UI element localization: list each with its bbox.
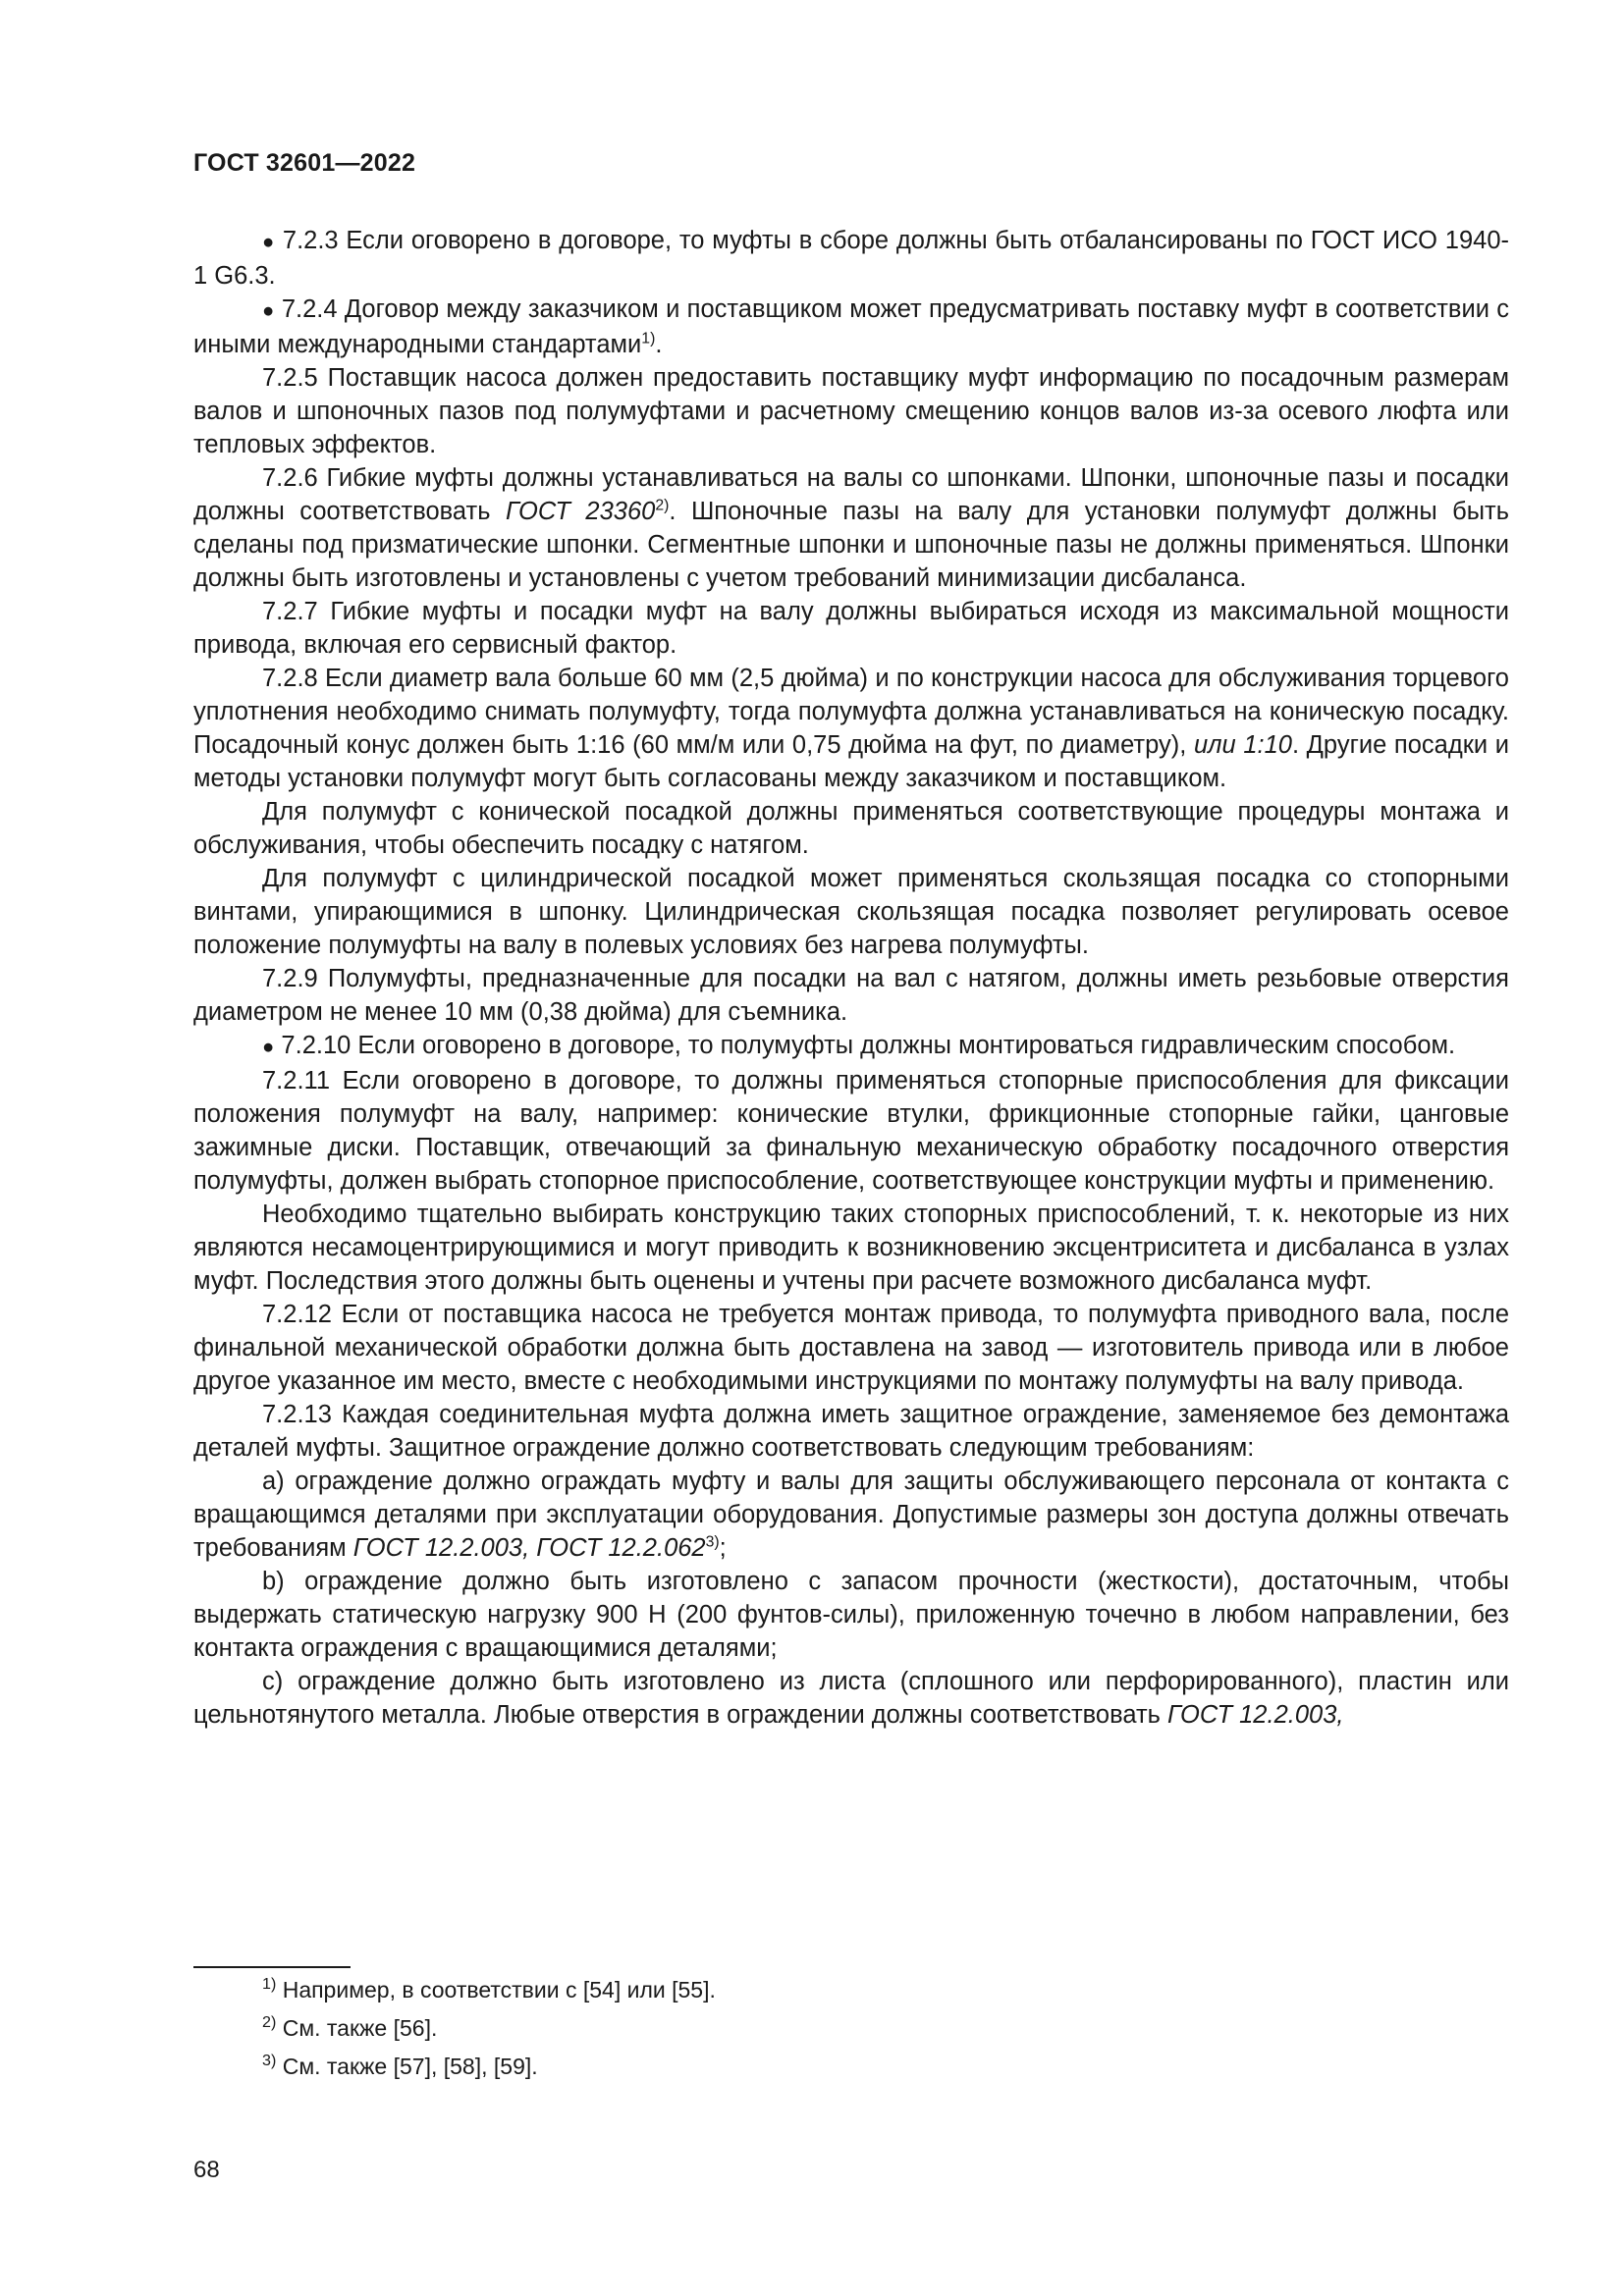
clause-7-2-10: ● 7.2.10 Если оговорено в договоре, то полумуфты должны монтироваться гидравлическим способом. <box>262 1032 1456 1059</box>
standard-ref: ГОСТ 12.2.003, ГОСТ 12.2.062 <box>352 1534 706 1562</box>
clause-7-2-5: 7.2.5 Поставщик насоса должен предоставить поставщику муфт информацию по посадочным размерам валов и шпоночных пазов под полумуфтами и расчетному смещению концов валов из-за осевого люфта или тепловых эффектов. <box>193 364 1509 458</box>
bullet-icon: ● <box>262 1037 275 1058</box>
paragraph-locking-devices: Необходимо тщательно выбирать конструкцию таких стопорных приспособлений, т. к. некоторые из них являются несамоцентрирующимися и могут приводить к возникновению эксцентриситета и дисбаланса в узлах муфт. Последствия этого должны быть оценены и учтены при расчете возможного дисбаланса муфт. <box>193 1201 1509 1295</box>
page-number: 68 <box>193 2157 220 2183</box>
clause-7-2-6: 7.2.6 Гибкие муфты должны устанавливаться на валы со шпонками. Шпонки, шпоночные пазы и посадки должны соответствовать ГОСТ 23360$^{2)}$. Шпоночные пазы на валу для установки полумуфт должны быть сделаны под призматические шпонки. Сегментные шпонки и шпоночные пазы не должны применяться. Шпонки должны быть изготовлены и установлены с учетом требований минимизации дисбаланса. <box>193 464 1510 592</box>
clause-7-2-3: ● 7.2.3 Если оговорено в договоре, то муфты в сборе должны быть отбалансированы по ГОСТ ИСО 1940-1 G6.3. <box>193 227 1509 290</box>
footnote-divider <box>193 1966 351 1968</box>
footnote-ref-1[interactable]: 1) <box>641 330 656 347</box>
bullet-icon: ● <box>262 300 275 322</box>
footnote-2: $^{2)}$ См. также [56]. <box>262 2013 438 2041</box>
bullet-icon: ● <box>262 232 276 253</box>
clause-7-2-7: 7.2.7 Гибкие муфты и посадки муфт на валу должны выбираться исходя из максимальной мощности привода, включая его сервисный фактор. <box>193 598 1509 659</box>
clause-7-2-4: ● 7.2.4 Договор между заказчиком и поставщиком может предусматривать поставку муфт в соответствии с иными международными стандартами$^{1)}$. <box>193 295 1509 358</box>
body-text <box>193 224 1509 1732</box>
standard-ref: ГОСТ 23360 <box>505 498 656 525</box>
list-item-c: c) ограждение должно быть изготовлено из листа (сплошного или перфорированного), пластин или цельнотянутого металла. Любые отверстия в ограждении должны соответствовать ГОСТ 12.2.003, <box>193 1668 1509 1729</box>
clause-7-2-11: 7.2.11 Если оговорено в договоре, то должны применяться стопорные приспособления для фиксации положения полумуфт на валу, например: конические втулки, фрикционные стопорные гайки, цанговые зажимные диски. Поставщик, отвечающий за финальную механическую обработку посадочного отверстия полумуфты, должен выбрать стопорное приспособление, соответствующее конструкции муфты и применению. <box>193 1067 1509 1195</box>
paragraph-cylindrical-fit: Для полумуфт с цилиндрической посадкой может применяться скользящая посадка со стопорными винтами, упирающимися в шпонку. Цилиндрическая скользящая посадка позволяет регулировать осевое положение полумуфты на валу в полевых условиях без нагрева полумуфты. <box>193 865 1509 959</box>
page-header: ГОСТ 32601—2022 <box>193 149 416 177</box>
clause-7-2-8: 7.2.8 Если диаметр вала больше 60 мм (2,5 дюйма) и по конструкции насоса для обслуживания торцевого уплотнения необходимо снимать полумуфту, тогда полумуфта должна устанавливаться на коническую посадку. Посадочный конус должен быть 1:16 (60 мм/м или 0,75 дюйма на фут, по диаметру), или 1:10. Другие посадки и методы установки полумуфт могут быть согласованы между заказчиком и поставщиком. <box>193 665 1509 792</box>
list-item-a: a) ограждение должно ограждать муфту и валы для защиты обслуживающего персонала от контакта с вращающимся деталями при эксплуатации оборудования. Допустимые размеры зон доступа должны отвечать требованиям ГОСТ 12.2.003, ГОСТ 12.2.062$^{3)}$; <box>193 1468 1509 1562</box>
footnote-1: $^{1)}$ Например, в соответствии с [54] или [55]. <box>262 1975 716 2002</box>
footnote-3: $^{3)}$ См. также [57], [58], [59]. <box>262 2052 538 2079</box>
clause-7-2-13: 7.2.13 Каждая соединительная муфта должна иметь защитное ограждение, заменяемое без демонтажа деталей муфты. Защитное ограждение должно соответствовать следующим требованиям: <box>193 1401 1509 1462</box>
clause-7-2-12: 7.2.12 Если от поставщика насоса не требуется монтаж привода, то полумуфта приводного вала, после финальной механической обработки должна быть доставлена на завод — изготовитель привода или в любое другое указанное им место, вместе с необходимыми инструкциями по монтажу полумуфты на валу привода. <box>193 1301 1509 1395</box>
footnote-ref-3[interactable]: 3) <box>705 1533 720 1551</box>
list-item-b: b) ограждение должно быть изготовлено с запасом прочности (жесткости), достаточным, чтобы выдержать статическую нагрузку 900 Н (200 фунтов-силы), приложенную точечно в любом направлении, без контакта ограждения с вращающимися деталями; <box>193 1568 1509 1662</box>
paragraph-conical-fit: Для полумуфт с конической посадкой должны применяться соответствующие процедуры монтажа и обслуживания, чтобы обеспечить посадку с натягом. <box>193 798 1509 859</box>
footnotes <box>193 1975 1509 2090</box>
clause-7-2-9: 7.2.9 Полумуфты, предназначенные для посадки на вал с натягом, должны иметь резьбовые отверстия диаметром не менее 10 мм (0,38 дюйма) для съемника. <box>193 965 1509 1026</box>
standard-ref: ГОСТ 12.2.003, <box>1167 1701 1344 1729</box>
footnote-ref-2[interactable]: 2) <box>655 497 670 514</box>
